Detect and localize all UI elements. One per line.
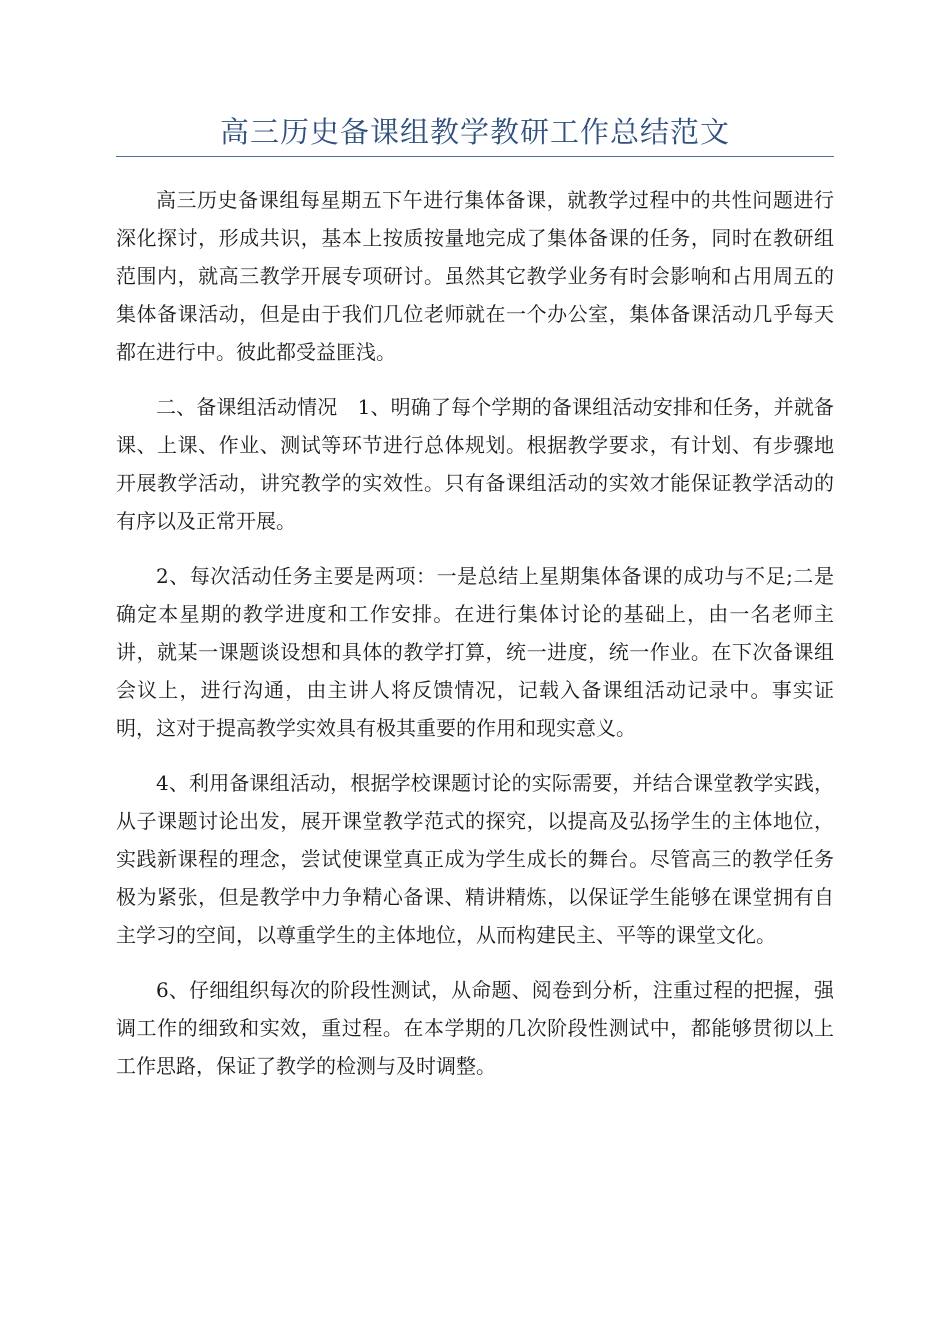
paragraph-5: 6、仔细组织每次的阶段性测试，从命题、阅卷到分析，注重过程的把握，强调工作的细致和实效，重过程。在本学期的几次阶段性测试中，都能够贯彻以上工作思路，保证了教学的检测与及时调整。 [116, 978, 834, 1078]
paragraph-4: 4、利用备课组活动，根据学校课题讨论的实际需要，并结合课堂教学实践，从子课题讨论出发，展开课堂教学范式的探究，以提高及弘扬学生的主体地位，实践新课程的理念，尝试使课堂真正成为学生成长的舞台。尽管高三的教学任务极为紧张，但是教学中力争精心备课、精讲精炼，以保证学生能够在课堂拥有自主学习的空间，以尊重学生的主体地位，从而构建民主、平等的课堂文化。 [116, 771, 834, 947]
title-underline [116, 156, 834, 157]
document-title: 高三历史备课组教学教研工作总结范文 [219, 115, 730, 149]
document-page [116, 112, 834, 1102]
paragraph-2: 二、备课组活动情况 1、明确了每个学期的备课组活动安排和任务，并就备课、上课、作业、测试等环节进行总体规划。根据教学要求，有计划、有步骤地开展教学活动，讲究教学的实效性。只有备课组活动的实效才能保证教学活动的有序以及正常开展。 [116, 395, 834, 533]
paragraph-1: 高三历史备课组每星期五下午进行集体备课，就教学过程中的共性问题进行深化探讨，形成共识，基本上按质按量地完成了集体备课的任务，同时在教研组范围内，就高三教学开展专项研讨。虽然其它教学业务有时会影响和占用周五的集体备课活动，但是由于我们几位老师就在一个办公室，集体备课活动几乎每天都在进行中。彼此都受益匪浅。 [116, 188, 834, 364]
paragraph-3: 2、每次活动任务主要是两项：一是总结上星期集体备课的成功与不足;二是确定本星期的教学进度和工作安排。在进行集体讨论的基础上，由一名老师主讲，就某一课题谈设想和具体的教学打算，统一进度，统一作业。在下次备课组会议上，进行沟通，由主讲人将反馈情况，记载入备课组活动记录中。事实证明，这对于提高教学实效具有极其重要的作用和现实意义。 [116, 564, 834, 740]
